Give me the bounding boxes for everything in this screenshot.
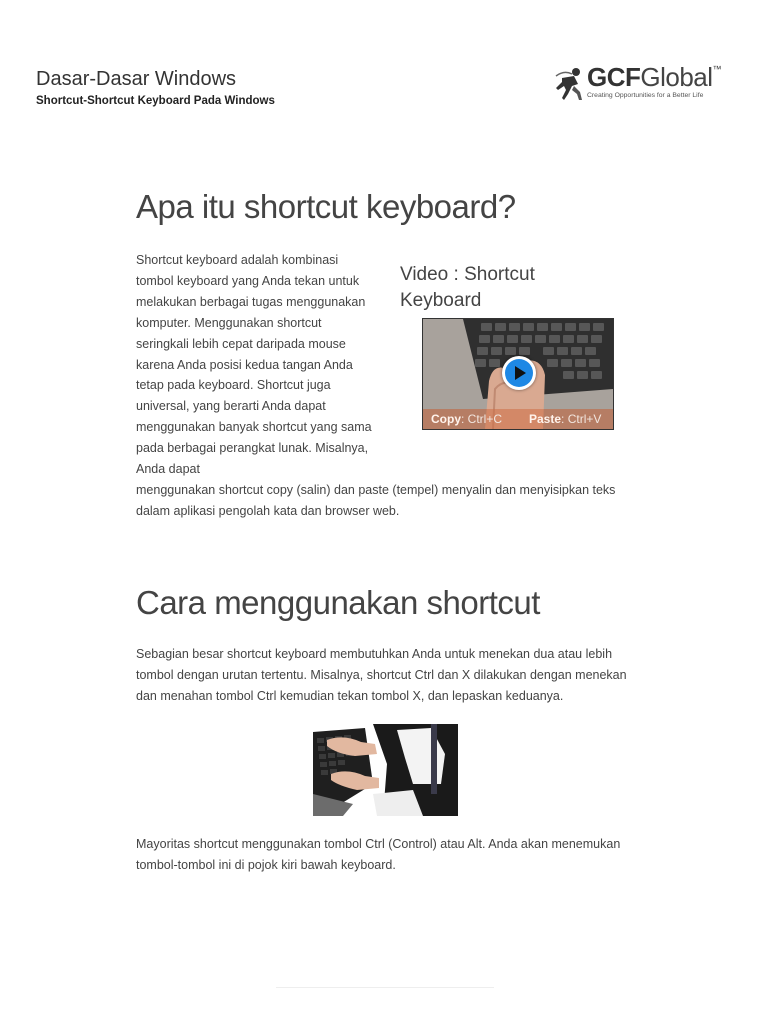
document-title: Dasar-Dasar Windows	[36, 68, 237, 90]
section2-heading: Cara menggunakan shortcut	[136, 584, 540, 621]
play-button[interactable]	[502, 356, 536, 390]
hands-typing-photo	[313, 724, 458, 816]
section1-paragraph-tail: menggunakan shortcut copy (salin) dan paste (tempel) menyalin dan menyisipkan teks dalam aplikasi pengolah kata dan browser web.	[136, 483, 616, 518]
paste-label: Paste	[529, 412, 562, 426]
copy-label: Copy	[431, 412, 461, 426]
copy-keys: : Ctrl+C	[461, 412, 503, 426]
footer-divider	[276, 987, 494, 988]
document-subtitle: Shortcut-Shortcut Keyboard Pada Windows	[36, 95, 275, 107]
gcfglobal-logo[interactable]	[554, 62, 744, 106]
video-title: Video : Shortcut Keyboard	[400, 264, 535, 311]
logo-global: Global	[640, 62, 713, 92]
section1-paragraph: Shortcut keyboard adalah kombinasi tombol keyboard yang Anda tekan untuk melakukan berbagai tugas menggunakan komputer. Menggunakan shortcut seringkali lebih cepat daripada mouse karena Anda posisi kedua tangan Anda tetap pada keyboard. Shortcut juga universal, yang berarti Anda dapat menggunakan banyak shortcut yang sama pada berbagai perangkat lunak. Misalnya, Anda dapat	[136, 253, 372, 477]
gcf-runner-logo-icon	[554, 64, 586, 102]
section2-paragraph-1: Sebagian besar shortcut keyboard membutuhkan Anda untuk menekan dua atau lebih tombol dengan urutan tertentu. Misalnya, shortcut Ctrl dan X dilakukan dengan menekan dan menahan tombol Ctrl kemudian tekan tombol X, dan lepaskan keduanya.	[136, 647, 627, 703]
section2-paragraph-2: Mayoritas shortcut menggunakan tombol Ctrl (Control) atau Alt. Anda akan menemukan tombol-tombol ini di pojok kiri bawah keyboard.	[136, 837, 621, 872]
paste-caption	[529, 412, 601, 426]
section1-heading: Apa itu shortcut keyboard?	[136, 188, 516, 225]
paste-keys: : Ctrl+V	[561, 412, 602, 426]
video-player[interactable]	[422, 318, 614, 430]
logo-gcf: GCF	[587, 62, 641, 92]
logo-wordmark	[587, 62, 721, 93]
logo-tagline: Creating Opportunities for a Better Life	[587, 92, 704, 99]
logo-tm: ™	[712, 64, 722, 74]
copy-caption	[431, 412, 502, 426]
play-icon	[505, 359, 533, 387]
video-caption-bar	[423, 409, 613, 429]
